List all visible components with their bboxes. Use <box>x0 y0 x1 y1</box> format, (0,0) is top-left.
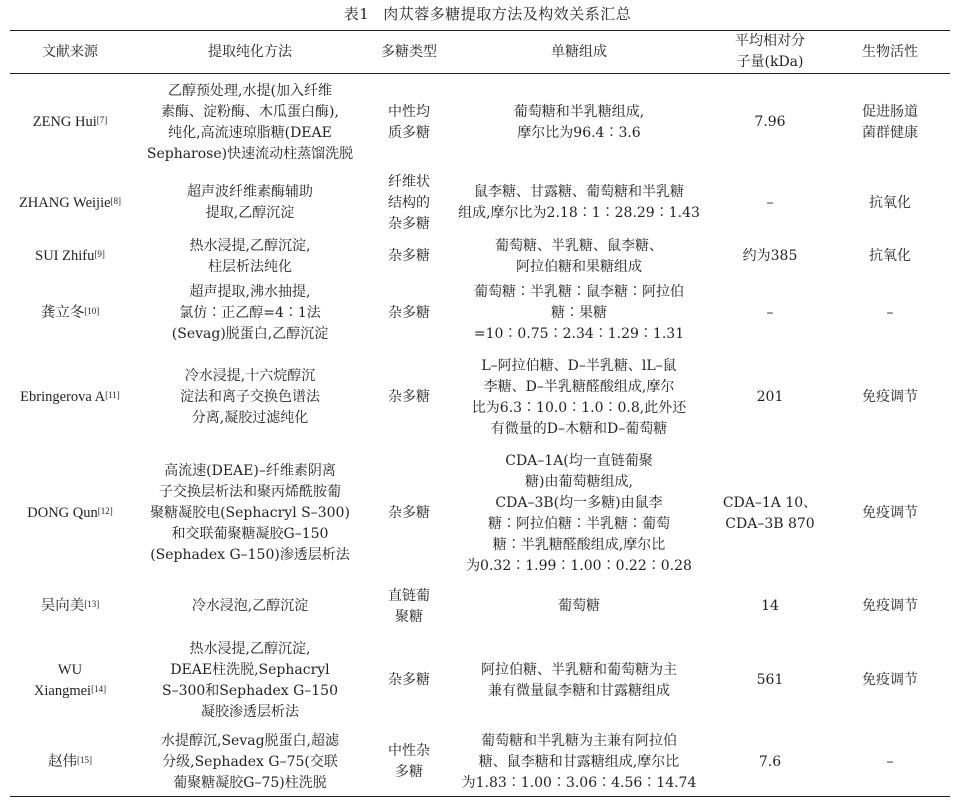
cell-type-line: 多糖 <box>395 764 423 781</box>
header-row <box>10 31 950 74</box>
cell-source <box>10 581 130 633</box>
cell-method-line: 聚糖凝胶电(Sephacryl S–300) <box>150 505 350 521</box>
header-type <box>370 31 448 74</box>
header-molecular-weight-line: 子量(kDa) <box>736 54 804 70</box>
cell-activity-line: – <box>886 753 894 770</box>
cell-molecular-weight <box>710 279 830 349</box>
cell-activity <box>830 581 950 633</box>
table-header <box>10 31 950 74</box>
cell-source <box>10 349 130 447</box>
cell-activity-line: 免疫调节 <box>862 389 918 405</box>
cell-source <box>10 172 130 235</box>
header-method-line: 提取纯化方法 <box>208 43 292 60</box>
cell-method <box>130 172 370 235</box>
reference-marker: [12] <box>97 506 113 516</box>
cell-composition-line: 葡萄糖和半乳糖为主兼有阿拉伯 <box>481 732 677 749</box>
cell-composition-line: 组成,摩尔比为2.18∶1∶28.29∶1.43 <box>458 205 700 221</box>
cell-type <box>370 633 448 729</box>
cell-composition-line: L–阿拉伯糖、D–半乳糖、lL–鼠 <box>481 357 677 374</box>
cell-method-line: 高流速(DEAE)–纤维素阴离 <box>164 463 336 479</box>
source-name: DONG Qun[12] <box>27 505 113 521</box>
cell-source <box>10 235 130 279</box>
header-molecular-weight-line: 平均相对分 <box>735 33 805 49</box>
cell-type-line: 聚糖 <box>395 608 423 625</box>
source-name: Ebringerova A[11] <box>20 389 120 405</box>
cell-molecular-weight <box>710 235 830 279</box>
cell-method-line: DEAE柱洗脱,Sephacryl <box>170 661 330 678</box>
cell-molecular-weight-line: – <box>766 305 774 321</box>
source-name: SUI Zhifu[9] <box>35 248 105 264</box>
source-name: 赵伟[15] <box>48 753 92 770</box>
reference-marker: [8] <box>110 195 122 206</box>
cell-source <box>10 633 130 729</box>
cell-method <box>130 74 370 172</box>
cell-composition <box>448 279 710 349</box>
header-activity-line: 生物活性 <box>862 43 918 60</box>
header-composition-line: 单糖组成 <box>551 43 607 60</box>
cell-source <box>10 74 130 172</box>
cell-molecular-weight <box>710 349 830 447</box>
cell-composition-line: CDA–3B(均一多糖)由鼠李 <box>495 494 663 511</box>
cell-method-line: 分级,Sephadex G–75(交联 <box>162 753 338 770</box>
cell-composition-line: CDA–1A(均一直链葡聚 <box>505 452 653 469</box>
table-title: 肉苁蓉多糖提取方法及构效关系汇总 <box>383 5 632 23</box>
table-row <box>10 74 950 172</box>
cell-method-line: 凝胶渗透层析法 <box>201 703 299 720</box>
cell-molecular-weight <box>710 581 830 633</box>
cell-composition-line: 摩尔比为96.4∶3.6 <box>517 124 641 141</box>
cell-composition-line: 糖∶半乳糖醛酸组成,摩尔比 <box>492 536 666 553</box>
cell-composition <box>448 633 710 729</box>
header-source <box>10 31 130 74</box>
cell-composition <box>448 172 710 235</box>
reference-marker: [7] <box>96 115 108 126</box>
cell-composition-line: 葡萄糖、半乳糖、鼠李糖、 <box>495 237 663 254</box>
table-number: 表1 <box>343 5 370 23</box>
cell-composition-line: 阿拉伯糖和果糖组成 <box>516 258 642 275</box>
reference-marker: [10] <box>84 306 100 316</box>
cell-method <box>130 447 370 581</box>
cell-method-line: 超声波纤维素酶辅助 <box>187 184 313 200</box>
cell-activity <box>830 349 950 447</box>
table-row <box>10 235 950 279</box>
cell-molecular-weight-line: 约为385 <box>742 248 798 264</box>
cell-molecular-weight-line: – <box>766 194 774 211</box>
cell-molecular-weight-line: 201 <box>756 389 784 405</box>
cell-method-line: 乙醇预处理,水提(加入纤维 <box>168 82 332 99</box>
cell-method-line: 柱层析法纯化 <box>208 258 292 275</box>
cell-type <box>370 581 448 633</box>
cell-type-line: 杂多糖 <box>388 672 430 688</box>
cell-activity-line: 抗氧化 <box>869 248 911 264</box>
cell-type <box>370 74 448 172</box>
cell-type-line: 直链葡 <box>388 587 430 604</box>
cell-method-line: 提取,乙醇沉淀 <box>205 205 295 221</box>
cell-molecular-weight-line: 7.6 <box>758 753 782 770</box>
cell-method-line: 分离,凝胶过滤纯化 <box>191 410 309 426</box>
cell-composition-line: 糖∶果糖=10∶0.75∶2.34∶1.29∶1.31 <box>473 305 685 342</box>
cell-method-line: 超声提取,沸水抽提, <box>189 284 311 300</box>
cell-composition <box>448 581 710 633</box>
table-row <box>10 349 950 447</box>
table-row <box>10 729 950 797</box>
cell-composition <box>448 349 710 447</box>
cell-molecular-weight <box>710 447 830 581</box>
reference-marker: [15] <box>77 754 92 765</box>
header-composition <box>448 31 710 74</box>
table-row <box>10 172 950 235</box>
cell-activity-line: 促进肠道 <box>862 103 918 120</box>
cell-type-line: 杂多糖 <box>388 248 430 264</box>
cell-source <box>10 447 130 581</box>
cell-activity <box>830 633 950 729</box>
cell-composition-line: 有微量的D–木糖和D–葡萄糖 <box>490 420 668 437</box>
cell-activity <box>830 279 950 349</box>
cell-method-line: 氯仿∶正乙醇=4∶1法 <box>179 305 321 321</box>
cell-activity-line: – <box>886 305 894 321</box>
cell-method-line: 纯化,高流速琼脂糖(DEAE <box>168 124 332 141</box>
table-row <box>10 633 950 729</box>
cell-composition-line: 葡萄糖 <box>558 598 600 614</box>
cell-molecular-weight <box>710 74 830 172</box>
cell-method-line: 水提醇沉,Sevag脱蛋白,超滤 <box>161 732 339 749</box>
cell-molecular-weight-line: CDA–3B 870 <box>725 515 815 532</box>
cell-method-line: 和交联葡聚糖凝胶G–150 <box>171 526 329 542</box>
cell-type-line: 纤维状 <box>388 173 430 190</box>
cell-composition-line: 为0.32∶1.99∶1.00∶0.22∶0.28 <box>466 557 692 574</box>
cell-method <box>130 729 370 797</box>
table-row <box>10 279 950 349</box>
cell-method-line: S–300和Sephadex G–150 <box>161 682 338 699</box>
cell-method <box>130 279 370 349</box>
cell-molecular-weight-line: 561 <box>756 672 784 688</box>
header-method <box>130 31 370 74</box>
cell-method-line: (Sevag)脱蛋白,乙醇沉淀 <box>171 326 329 342</box>
cell-composition-line: 鼠李糖、甘露糖、葡萄糖和半乳糖 <box>474 184 684 200</box>
cell-type <box>370 349 448 447</box>
cell-method <box>130 633 370 729</box>
cell-method-line: 热水浸提,乙醇沉淀, <box>189 640 311 657</box>
cell-composition <box>448 447 710 581</box>
cell-activity <box>830 172 950 235</box>
source-name: ZHANG Weijie[8] <box>18 194 122 211</box>
cell-activity-line: 免疫调节 <box>862 598 918 614</box>
polysaccharide-summary-table <box>10 30 950 797</box>
cell-type <box>370 235 448 279</box>
source-name: 吴向美[13] <box>40 598 100 614</box>
cell-composition-line: 为1.83∶1.00∶3.06∶4.56∶14.74 <box>461 774 697 791</box>
cell-type <box>370 447 448 581</box>
cell-molecular-weight <box>710 172 830 235</box>
cell-source <box>10 279 130 349</box>
cell-molecular-weight <box>710 729 830 797</box>
cell-composition-line: 比为6.3∶10.0∶1.0∶0.8,此外还 <box>471 399 687 416</box>
cell-method-line: Sepharose)快速流动柱蒸馏洗脱 <box>146 145 354 162</box>
cell-composition-line: 葡萄糖∶半乳糖∶鼠李糖∶阿拉伯 <box>474 284 684 300</box>
cell-activity-line: 免疫调节 <box>862 505 918 521</box>
cell-type-line: 中性杂 <box>388 743 430 760</box>
source-name: Xiangmei[14] <box>33 682 107 699</box>
cell-molecular-weight-line: 7.96 <box>754 114 786 131</box>
cell-method-line: 冷水浸提,十六烷醇沉 <box>184 368 316 384</box>
cell-type-line: 杂多糖 <box>388 505 430 521</box>
cell-type <box>370 172 448 235</box>
cell-composition-line: 糖、鼠李糖和甘露糖组成,摩尔比 <box>478 753 680 770</box>
cell-molecular-weight-line: 14 <box>761 598 779 614</box>
cell-method <box>130 235 370 279</box>
cell-composition-line: 兼有微量鼠李糖和甘露糖组成 <box>488 682 670 699</box>
table-caption <box>0 4 975 24</box>
cell-composition-line: 阿拉伯糖、半乳糖和葡萄糖为主 <box>481 661 677 678</box>
cell-activity-line: 抗氧化 <box>869 194 911 211</box>
source-name: ZENG Hui[7] <box>32 114 108 131</box>
header-activity <box>830 31 950 74</box>
cell-type-line: 结构的 <box>388 194 430 211</box>
cell-composition <box>448 74 710 172</box>
cell-activity <box>830 235 950 279</box>
reference-marker: [13] <box>84 599 100 609</box>
cell-type-line: 质多糖 <box>388 124 430 141</box>
cell-composition-line: 糖∶阿拉伯糖∶半乳糖∶葡萄 <box>488 515 670 532</box>
table-row <box>10 447 950 581</box>
cell-method-line: 子交换层析法和聚丙烯酰胺葡 <box>159 484 341 500</box>
header-molecular-weight <box>710 31 830 74</box>
header-type-line: 多糖类型 <box>381 43 437 60</box>
header-source-line: 文献来源 <box>42 43 98 60</box>
table-body <box>10 74 950 797</box>
cell-type-line: 杂多糖 <box>388 215 430 232</box>
cell-type-line: 杂多糖 <box>388 389 430 405</box>
cell-method <box>130 349 370 447</box>
source-name: WU <box>57 661 83 678</box>
reference-marker: [11] <box>105 390 120 400</box>
table-row <box>10 581 950 633</box>
cell-method-line: 冷水浸泡,乙醇沉淀 <box>191 598 309 614</box>
reference-marker: [14] <box>91 683 107 694</box>
cell-composition <box>448 729 710 797</box>
cell-method-line: 素酶、淀粉酶、木瓜蛋白酶), <box>161 103 339 120</box>
cell-composition-line: 糖)由葡萄糖组成, <box>525 473 633 490</box>
cell-method-line: 葡聚糖凝胶G–75)柱洗脱 <box>173 774 327 791</box>
cell-type-line: 杂多糖 <box>388 305 430 321</box>
cell-activity <box>830 74 950 172</box>
cell-composition-line: 葡萄糖和半乳糖组成, <box>513 103 645 120</box>
cell-method-line: (Sephadex G–150)渗透层析法 <box>150 547 350 563</box>
cell-method <box>130 581 370 633</box>
cell-type <box>370 729 448 797</box>
cell-method-line: 热水浸提,乙醇沉淀, <box>189 237 311 254</box>
cell-activity-line: 免疫调节 <box>862 672 918 688</box>
cell-activity <box>830 447 950 581</box>
cell-activity-line: 菌群健康 <box>862 124 918 141</box>
cell-composition <box>448 235 710 279</box>
cell-activity <box>830 729 950 797</box>
cell-molecular-weight <box>710 633 830 729</box>
cell-method-line: 淀法和离子交换色谱法 <box>180 389 320 405</box>
cell-type-line: 中性均 <box>388 103 430 120</box>
cell-composition-line: 李糖、D–半乳糖醛酸组成,摩尔 <box>483 378 675 395</box>
source-name: 龚立冬[10] <box>40 305 100 321</box>
reference-marker: [9] <box>94 249 105 259</box>
cell-molecular-weight-line: CDA–1A 10、 <box>722 494 818 511</box>
cell-source <box>10 729 130 797</box>
cell-type <box>370 279 448 349</box>
